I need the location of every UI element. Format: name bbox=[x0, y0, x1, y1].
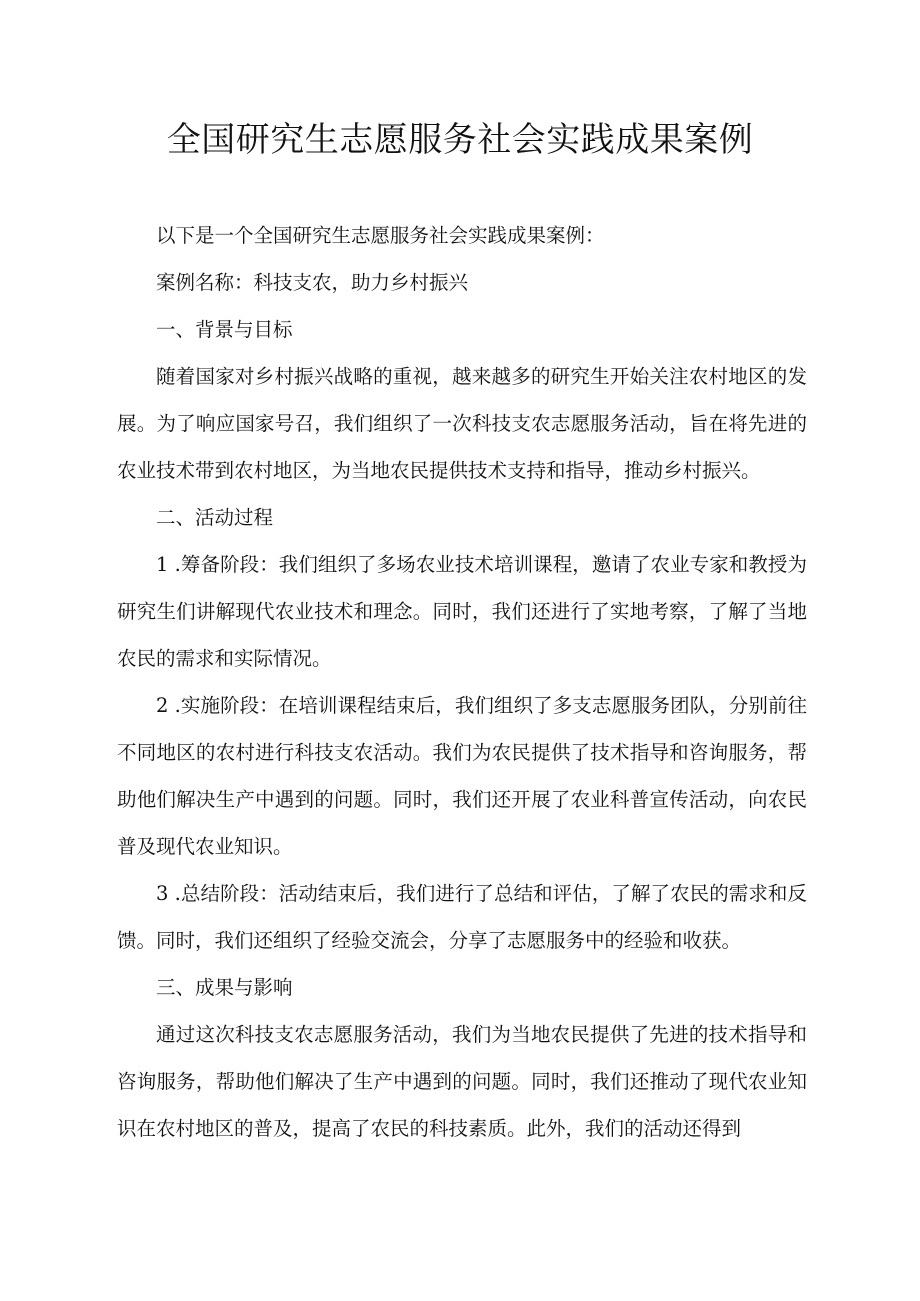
section-heading-results: 三、成果与影响 bbox=[156, 976, 293, 999]
process-step-summary: 3 .总结阶段：活动结束后，我们进行了总结和评估，了解了农民的需求和反馈。同时，我们还组织了经验交流会，分享了志愿服务中的经验和收获。 bbox=[117, 882, 807, 952]
results-paragraph: 通过这次科技支农志愿服务活动，我们为当地农民提供了先进的技术指导和咨询服务，帮助他们解决了生产中遇到的问题。同时，我们还推动了现代农业知识在农村地区的普及，提高了农民的科技素质。此外，我们的活动还得到 bbox=[117, 1023, 807, 1140]
process-step-implementation: 2 .实施阶段：在培训课程结束后，我们组织了多支志愿服务团队，分别前往不同地区的农村进行科技支农活动。我们为农民提供了技术指导和咨询服务，帮助他们解决生产中遇到的问题。同时，我们还开展了农业科普宣传活动，向农民普及现代农业知识。 bbox=[117, 694, 807, 858]
document-body bbox=[117, 212, 807, 1152]
process-step-preparation: 1 .筹备阶段：我们组织了多场农业技术培训课程，邀请了农业专家和教授为研究生们讲解现代农业技术和理念。同时，我们还进行了实地考察，了解了当地农民的需求和实际情况。 bbox=[117, 553, 807, 670]
case-name-paragraph: 案例名称：科技支农，助力乡村振兴 bbox=[156, 271, 469, 294]
background-paragraph: 随着国家对乡村振兴战略的重视，越来越多的研究生开始关注农村地区的发展。为了响应国家号召，我们组织了一次科技支农志愿服务活动，旨在将先进的农业技术带到农村地区，为当地农民提供技术支持和指导，推动乡村振兴。 bbox=[117, 365, 807, 482]
section-heading-process: 二、活动过程 bbox=[156, 506, 274, 529]
document-title: 全国研究生志愿服务社会实践成果案例 bbox=[166, 120, 754, 160]
section-heading-background: 一、背景与目标 bbox=[156, 318, 293, 341]
intro-paragraph: 以下是一个全国研究生志愿服务社会实践成果案例： bbox=[156, 224, 605, 247]
